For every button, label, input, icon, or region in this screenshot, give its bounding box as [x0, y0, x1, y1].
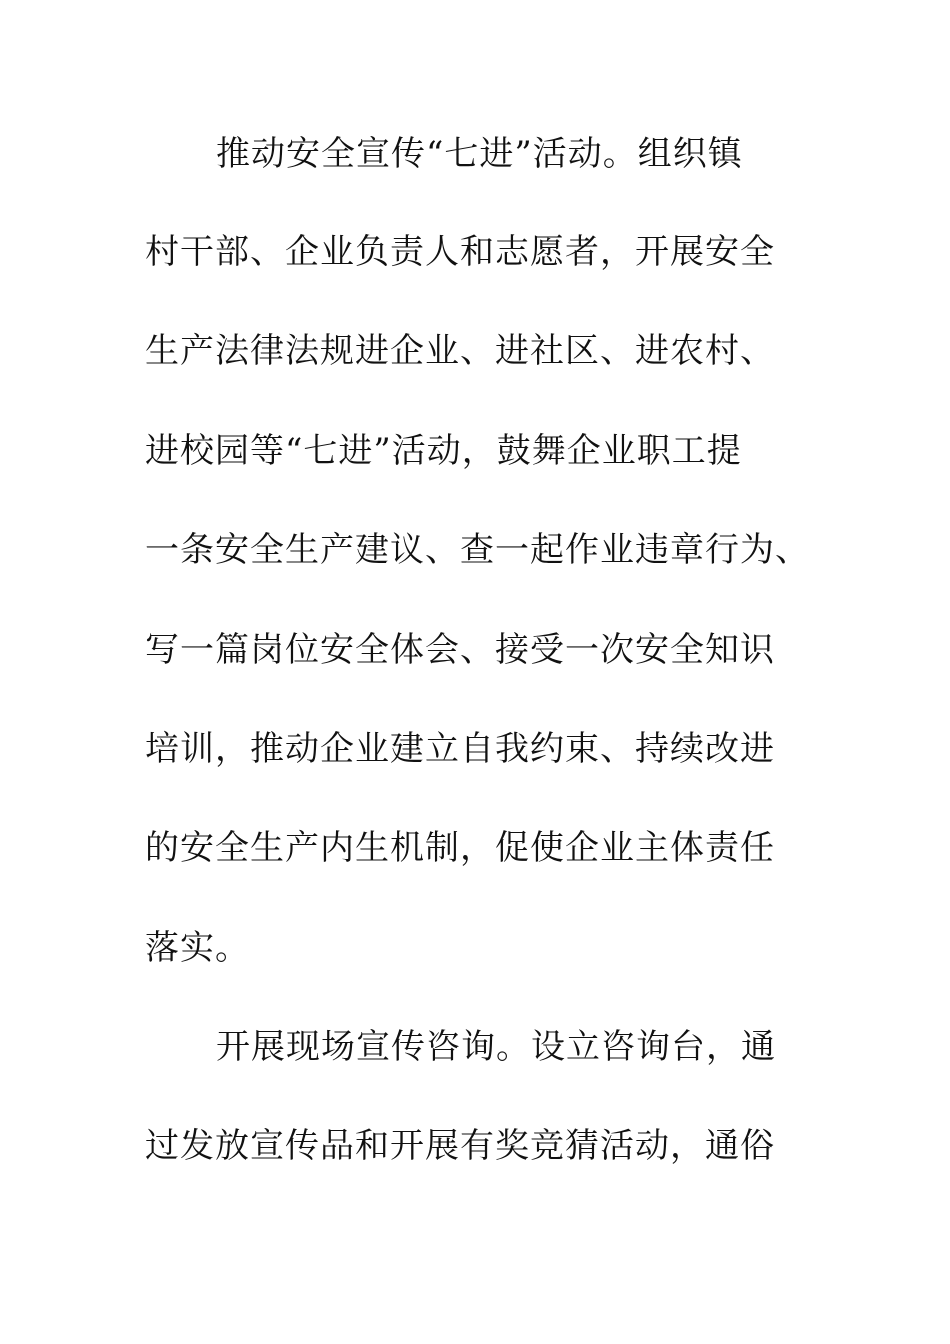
- text-line: 写一篇岗位安全体会、接受一次安全知识: [145, 630, 775, 670]
- text-line: 推动安全宣传“七进”活动。组织镇: [216, 134, 743, 174]
- text-line: 培训，推动企业建立自我约束、持续改进: [145, 729, 775, 769]
- text-line: 的安全生产内生机制，促使企业主体责任: [145, 828, 775, 868]
- text-line: 村干部、企业负责人和志愿者，开展安全: [145, 232, 775, 272]
- text-line: 一条安全生产建议、查一起作业违章行为、: [145, 530, 810, 570]
- text-line: 落实。: [145, 928, 250, 968]
- text-line: 开展现场宣传咨询。设立咨询台，通: [216, 1027, 776, 1067]
- text-line: 生产法律法规进企业、进社区、进农村、: [145, 331, 775, 371]
- text-line: 过发放宣传品和开展有奖竞猜活动，通俗: [145, 1126, 775, 1166]
- text-line: 进校园等“七进”活动，鼓舞企业职工提: [145, 431, 742, 471]
